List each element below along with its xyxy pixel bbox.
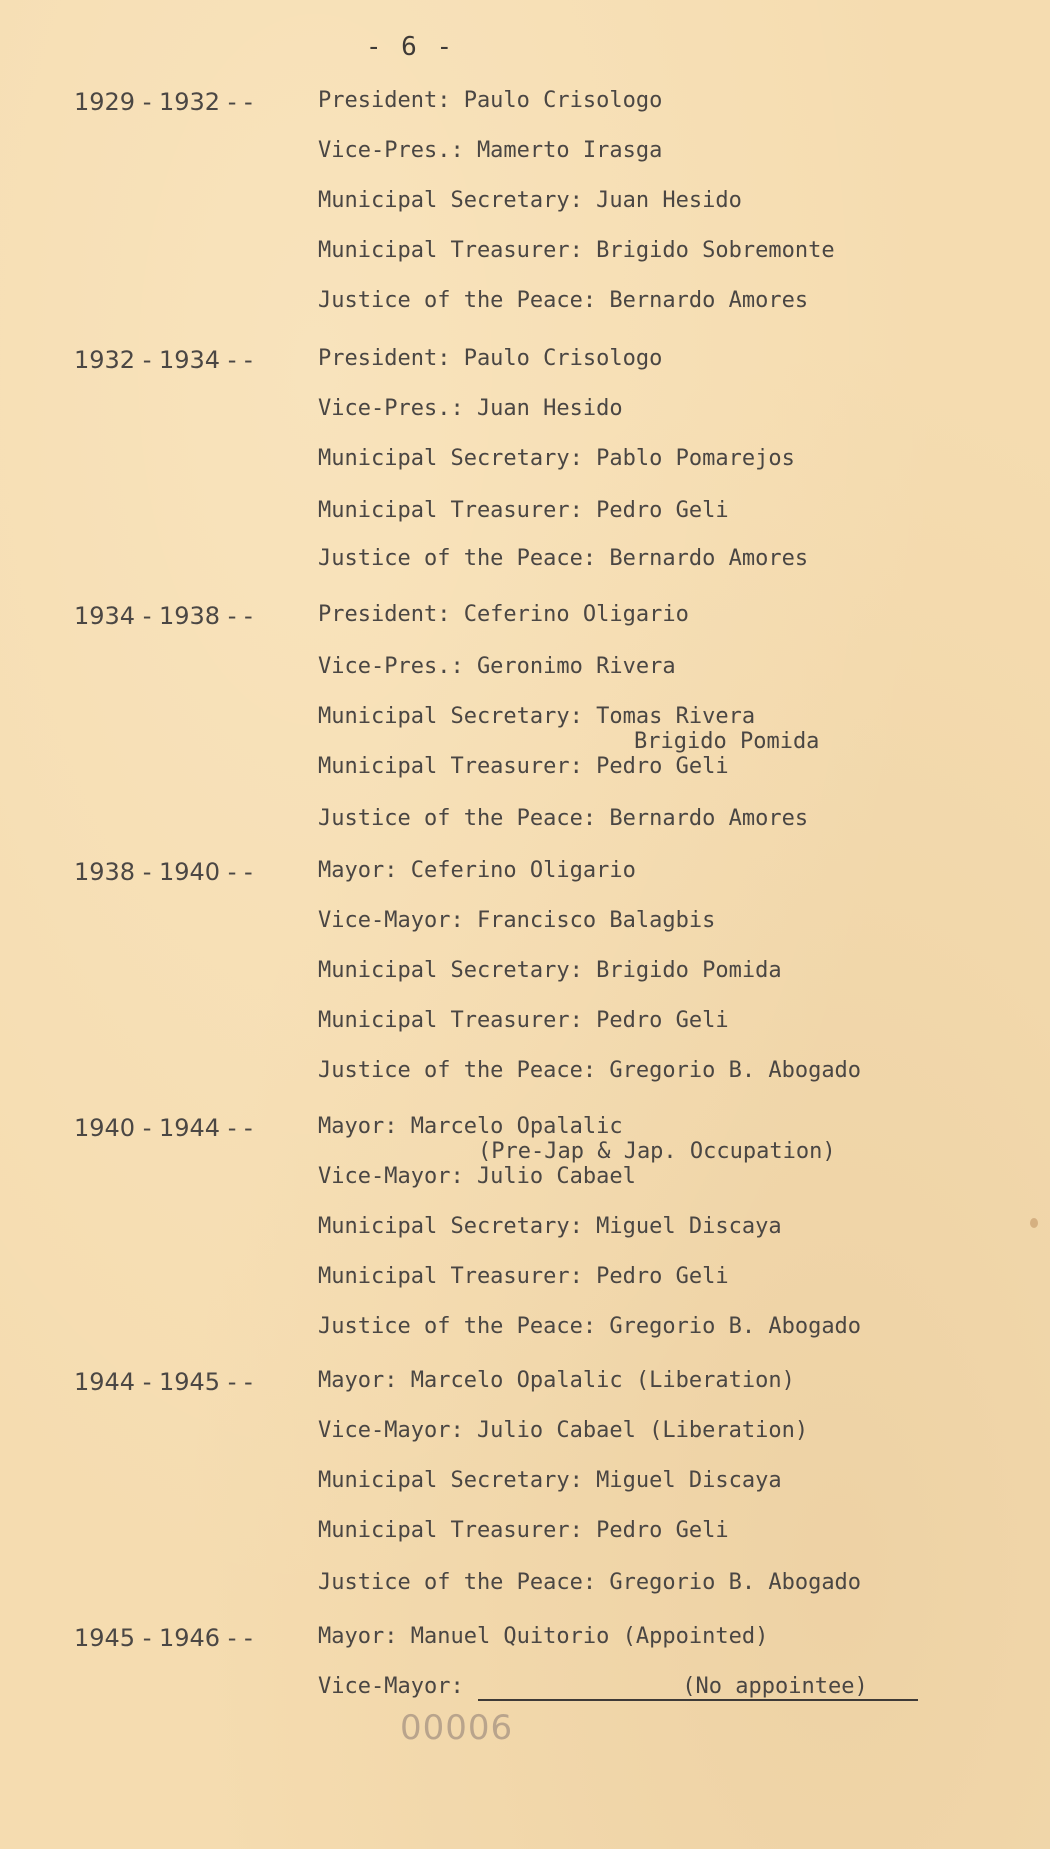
officer-row: Mayor: Ceferino Oligario xyxy=(318,858,636,883)
archive-stamp: 00006 xyxy=(400,1708,514,1748)
term-years: 1929 - 1932 - - xyxy=(74,88,253,116)
officer-row: Vice-Mayor: Julio Cabael xyxy=(318,1164,636,1189)
term-years: 1945 - 1946 - - xyxy=(74,1624,253,1652)
officer-row: Municipal Secretary: Miguel Discaya xyxy=(318,1214,782,1239)
officer-text: Mayor: Marcelo Opalalic xyxy=(318,1114,623,1139)
officer-row: Justice of the Peace: Bernardo Amores xyxy=(318,546,809,571)
officer-row: Justice of the Peace: Gregorio B. Abogado xyxy=(318,1314,862,1339)
officer-row: Municipal Secretary: Pablo Pomarejos xyxy=(318,446,795,471)
officer-row: Mayor: Marcelo Opalalic (Liberation) xyxy=(318,1368,795,1393)
officer-row: Vice-Mayor: Francisco Balagbis xyxy=(318,908,716,933)
officer-row: Vice-Pres.: Juan Hesido xyxy=(318,396,623,421)
officer-row: Vice-Pres.: Geronimo Rivera xyxy=(318,654,676,679)
officer-row: Municipal Treasurer: Pedro Geli xyxy=(318,1008,729,1033)
officer-extra-note: (Pre-Jap & Jap. Occupation) xyxy=(478,1139,836,1164)
term-years: 1932 - 1934 - - xyxy=(74,346,253,374)
officer-row xyxy=(318,1114,836,1165)
officer-row: Mayor: Manuel Quitorio (Appointed) xyxy=(318,1624,769,1649)
officer-row xyxy=(318,704,819,755)
officer-text: Municipal Secretary: Tomas Rivera xyxy=(318,704,756,729)
officer-row: Justice of the Peace: Gregorio B. Abogado xyxy=(318,1570,862,1595)
officer-row: President: Paulo Crisologo xyxy=(318,346,663,371)
vice-mayor-blank-line: (No appointee) xyxy=(478,1674,918,1701)
officer-extra-name: Brigido Pomida xyxy=(634,729,820,754)
officer-row: Municipal Secretary: Miguel Discaya xyxy=(318,1468,782,1493)
paper-stain xyxy=(1030,1218,1038,1228)
officer-row: Justice of the Peace: Bernardo Amores xyxy=(318,288,809,313)
officer-row: Municipal Treasurer: Pedro Geli xyxy=(318,498,729,523)
page-number: - 6 - xyxy=(365,32,455,62)
officer-row: Vice-Mayor: Julio Cabael (Liberation) xyxy=(318,1418,809,1443)
officer-row: Municipal Treasurer: Pedro Geli xyxy=(318,1264,729,1289)
officer-row: Municipal Treasurer: Pedro Geli xyxy=(318,754,729,779)
officer-row: Municipal Secretary: Juan Hesido xyxy=(318,188,742,213)
officer-row: Municipal Treasurer: Brigido Sobremonte xyxy=(318,238,835,263)
term-years: 1934 - 1938 - - xyxy=(74,602,253,630)
officer-row: Vice-Pres.: Mamerto Irasga xyxy=(318,138,663,163)
officer-row: Municipal Treasurer: Pedro Geli xyxy=(318,1518,729,1543)
term-years: 1944 - 1945 - - xyxy=(74,1368,253,1396)
officer-row: Municipal Secretary: Brigido Pomida xyxy=(318,958,782,983)
term-years: 1938 - 1940 - - xyxy=(74,858,253,886)
term-years: 1940 - 1944 - - xyxy=(74,1114,253,1142)
vice-mayor-row xyxy=(318,1674,918,1701)
officer-row: Justice of the Peace: Bernardo Amores xyxy=(318,806,809,831)
officer-row: President: Ceferino Oligario xyxy=(318,602,689,627)
officer-row: Justice of the Peace: Gregorio B. Abogado xyxy=(318,1058,862,1083)
officer-row: President: Paulo Crisologo xyxy=(318,88,663,113)
vice-mayor-label: Vice-Mayor: xyxy=(318,1674,464,1699)
